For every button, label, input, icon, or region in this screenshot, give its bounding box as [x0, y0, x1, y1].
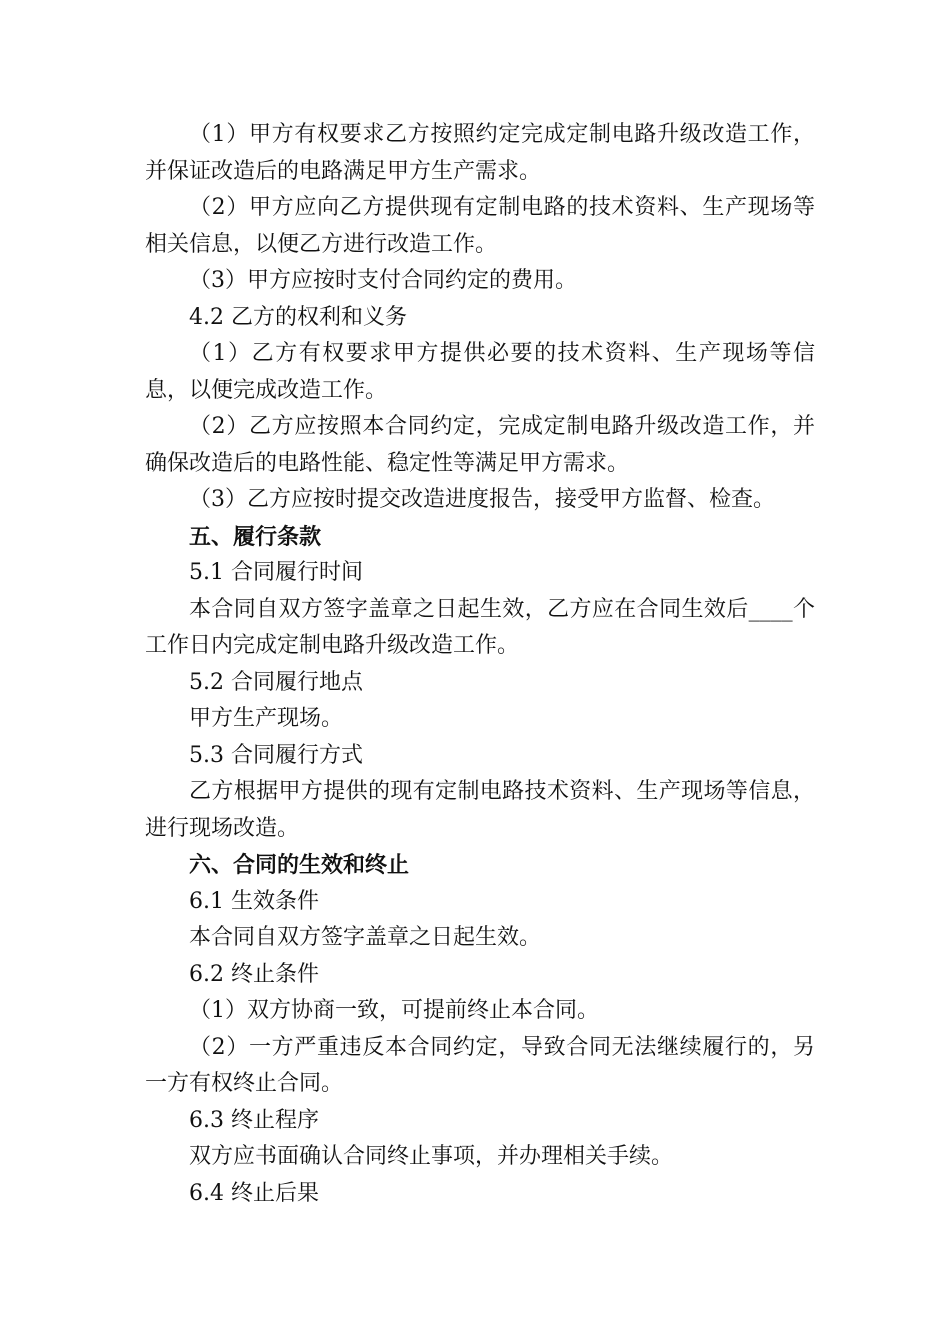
paragraph: （3）甲方应按时支付合同约定的费用。 [189, 268, 577, 293]
paragraph: （1）双方协商一致，可提前终止本合同。 [189, 998, 599, 1023]
paragraph: 双方应书面确认合同终止事项，并办理相关手续。 [189, 1144, 674, 1169]
subsection-title: 4.2 乙方的权利和义务 [189, 304, 407, 330]
paragraph: （3）乙方应按时提交改造进度报告，接受甲方监督、检查。 [189, 487, 775, 512]
subsection-title: 6.2 终止条件 [189, 961, 319, 987]
subsection-title: 6.3 终止程序 [189, 1107, 319, 1133]
section-heading: 六、合同的生效和终止 [189, 852, 410, 878]
subsection-title: 5.3 合同履行方式 [189, 742, 363, 768]
paragraph: （1）乙方有权要求甲方提供必要的技术资料、生产现场等信息，以便完成改造工作。 [145, 341, 815, 403]
subsection-title: 5.1 合同履行时间 [189, 560, 363, 585]
paragraph: （2）一方严重违反本合同约定，导致合同无法继续履行的，另一方有权终止合同。 [145, 1034, 815, 1096]
section-heading: 五、履行条款 [189, 523, 322, 550]
paragraph: 甲方生产现场。 [189, 706, 344, 731]
document-body [145, 117, 815, 1212]
paragraph: 本合同自双方签字盖章之日起生效，乙方应在合同生效后____个工作日内完成定制电路升级改造工作。 [145, 596, 815, 658]
subsection-title: 6.1 生效条件 [189, 888, 319, 914]
paragraph: （2）乙方应按照本合同约定，完成定制电路升级改造工作，并确保改造后的电路性能、稳定性等满足甲方需求。 [145, 414, 815, 476]
subsection-title: 5.2 合同履行地点 [189, 669, 363, 695]
subsection-title: 6.4 终止后果 [189, 1180, 319, 1206]
paragraph: 本合同自双方签字盖章之日起生效。 [189, 925, 542, 950]
paragraph: 乙方根据甲方提供的现有定制电路技术资料、生产现场等信息，进行现场改造。 [145, 779, 815, 841]
paragraph: （1）甲方有权要求乙方按照约定完成定制电路升级改造工作，并保证改造后的电路满足甲方生产需求。 [145, 122, 815, 184]
paragraph: （2）甲方应向乙方提供现有定制电路的技术资料、生产现场等相关信息，以便乙方进行改造工作。 [145, 195, 815, 257]
